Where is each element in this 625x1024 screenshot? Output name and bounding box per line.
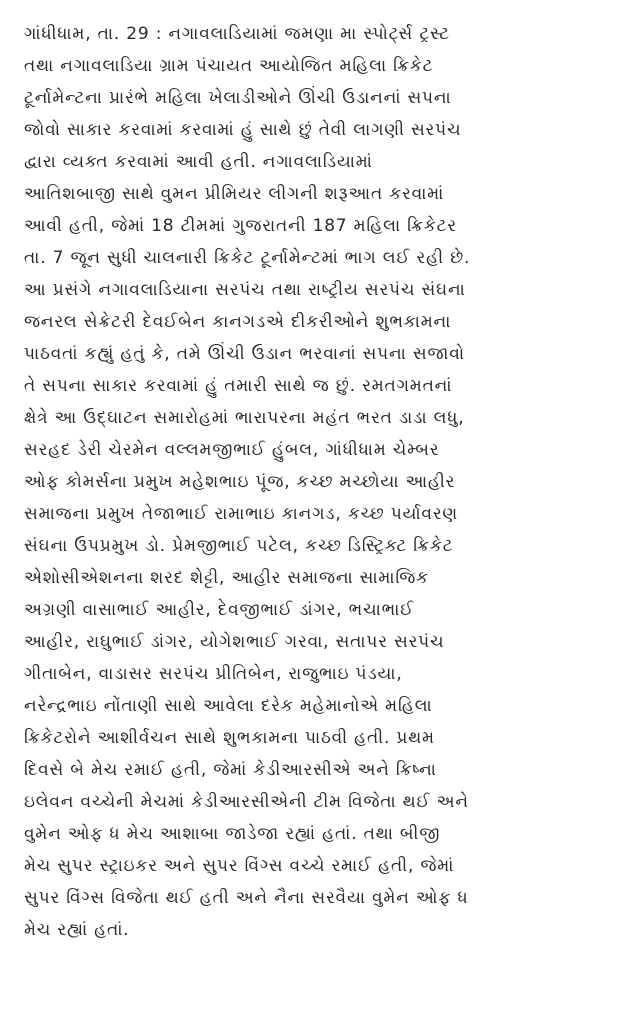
article-line: ઓફ કોમર્સના પ્રમુખ મહેશભાઇ પૂંજ, કચ્છ મચ્છોયા આહીર <box>24 472 456 492</box>
article-line: ગાંધીધામ, તા. 29 : નગાવલાડિયામાં જમણા મા સ્પોર્ટ્સ ટ્રસ્ટ <box>24 24 450 44</box>
article-line: સરહદ ડેરી ચેરમેન વલ્લમજીભાઈ હુંબલ, ગાંધીધામ ચેમ્બર <box>24 440 440 460</box>
article-line: સમાજના પ્રમુખ તેજાભાઈ રામાભાઇ કાનગડ, કચ્છ પર્યાવરણ <box>24 504 459 524</box>
article-line: મેચ સુપર સ્ટ્રાઇકર અને સુપર વિંગ્સ વચ્ચે રમાઈ હતી, જેમાં <box>24 856 455 876</box>
article-line: આહીર, રાઘુભાઈ ડાંગર, યોગેશભાઈ ગરવા, સતાપર સરપંચ <box>24 632 445 652</box>
article-line: પાઠવતાં કહ્યું હતું કે, તમે ઊંચી ઉડાન ભરવાનાં સપના સજાવો <box>24 344 465 364</box>
article-line: તા. 7 જૂન સુધી ચાલનારી ક્રિકેટ ટૂર્નામેન્ટમાં ભાગ લઈ રહી છે. <box>24 248 471 268</box>
article-line: સંઘના ઉપપ્રમુખ ડો. પ્રેમજીભાઈ પટેલ, કચ્છ ડિસ્ટ્રિક્ટ ક્રિકેટ <box>24 536 454 556</box>
article-line: દિવસે બે મેચ રમાઈ હતી, જેમાં કેડીઆરસીએ અને ક્રિષ્ના <box>24 760 437 780</box>
article-body <box>24 18 609 946</box>
article-line: ગીતાબેન, વાડાસર સરપંચ પ્રીતિબેન, રાજુભાઇ પંડયા, <box>24 664 403 684</box>
article-line: સુપર વિંગ્સ વિજેતા થઈ હતી અને નૈના સરવૈયા વુમેન ઓફ ધ <box>24 888 469 908</box>
article-line: ક્રિકેટરોને આશીર્વચન સાથે શુભકામના પાઠવી હતી. પ્રથમ <box>24 728 435 748</box>
article-line: મેચ રહ્યાં હતાં. <box>24 920 130 940</box>
article-line: ક્ષેત્રે આ ઉદ્ઘાટન સમારોહમાં ભારાપરના મહંત ભરત ડાડા લધુ, <box>24 408 465 428</box>
article-line: વુમેન ઓફ ધ મેચ આશાબા જાડેજા રહ્યાં હતાં. તથા બીજી <box>24 824 441 844</box>
article-line: તથા નગાવલાડિયા ગ્રામ પંચાયત આયોજિત મહિલા ક્રિકેટ <box>24 56 434 76</box>
article-line: આવી હતી, જેમાં 18 ટીમમાં ગુજરાતની 187 મહિલા ક્રિકેટર <box>24 216 457 236</box>
article-line: જોવો સાકાર કરવામાં કરવામાં હું સાથે છું તેવી લાગણી સરપંચ <box>24 120 462 140</box>
article-line: ઇલેવન વચ્ચેની મેચમાં કેડીઆરસીએની ટીમ વિજેતા થઈ અને <box>24 792 469 812</box>
article-line: આ પ્રસંગે નગાવલાડિયાના સરપંચ તથા રાષ્ટ્રીય સરપંચ સંઘના <box>24 280 466 300</box>
article-line: નરેન્દ્રભાઇ નોંતાણી સાથે આવેલા દરેક મહેમાનોએ મહિલા <box>24 696 433 716</box>
article-line: તે સપના સાકાર કરવામાં હું તમારી સાથે જ છું. રમતગમતનાં <box>24 376 453 396</box>
article-line: અગ્રણી વાસાભાઈ આહીર, દેવજીભાઈ ડાંગર, ભચાભાઈ <box>24 600 415 620</box>
article-line: આતિશબાજી સાથે વુમન પ્રીમિયર લીગની શરૂઆત કરવામાં <box>24 184 445 204</box>
article-line: એશોસીએશનના શરદ શેટ્ટી, આહીર સમાજના સામાજિક <box>24 568 429 588</box>
article-line: દ્વારા વ્યક્ત કરવામાં આવી હતી. નગાવલાડિયામાં <box>24 152 373 172</box>
article-line: જનરલ સેક્રેટરી દેવઈબેન કાનગડએ દીકરીઓને શુભકામના <box>24 312 452 332</box>
article-line: ટૂર્નામેન્ટના પ્રારંભે મહિલા ખેલાડીઓને ઊંચી ઉડાનનાં સપના <box>24 88 452 108</box>
